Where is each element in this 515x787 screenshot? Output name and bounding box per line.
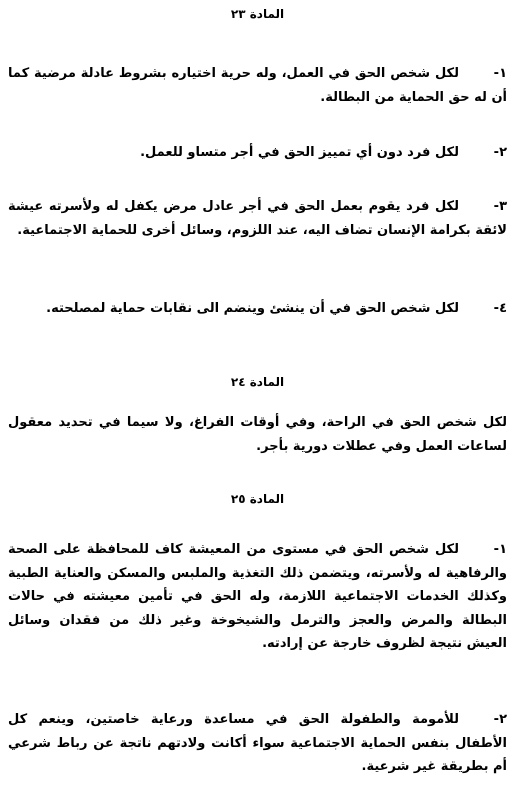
paragraph-number: ٣- (493, 199, 507, 214)
paragraph-text: لكل فرد دون أي تمييز الحق في أجر متساو للعمل. (140, 145, 459, 160)
article-23-paragraph-4 (8, 297, 507, 321)
article-25-paragraph-1 (8, 538, 507, 656)
paragraph-number: ٤- (493, 301, 507, 316)
paragraph-text: لكل شخص الحق في أن ينشئ وينضم الى نقابات حماية لمصلحته. (46, 301, 459, 316)
paragraph-text: لكل شخص الحق في العمل، وله حرية اختياره بشروط عادلة مرضية كما أن له حق الحماية من البطالة. (8, 66, 507, 105)
article-25-paragraph-2 (8, 708, 507, 779)
paragraph-text: لكل فرد يقوم بعمل الحق في أجر عادل مرض يكفل له ولأسرته عيشة لائقة بكرامة الإنسان تضاف اليه، عند اللزوم، وسائل أخرى للحماية الاجتماعية. (8, 199, 507, 238)
paragraph-text: لكل شخص الحق في مستوى من المعيشة كاف للمحافظة على الصحة والرفاهية له ولأسرته، ويتضمن ذلك التغذية والملبس والمسكن والعناية الطبية وكذلك الخدمات الاجتماعية اللازمة، وله الحق في تأمين معيشته في حالات البطالة والمرض والعجز والترمل والشيخوخة وغير ذلك من فقدان وسائل العيش نتيجة لظروف خارجة عن إرادته. (8, 542, 507, 651)
article-23-paragraph-1 (8, 62, 507, 109)
article-25-title: المادة ٢٥ (230, 492, 285, 506)
article-23-paragraph-3 (8, 195, 507, 242)
paragraph-number: ٢- (493, 712, 507, 727)
paragraph-number: ١- (493, 66, 507, 81)
article-23-paragraph-2 (8, 141, 507, 165)
paragraph-number: ٢- (493, 145, 507, 160)
article-24-paragraph (8, 411, 507, 458)
article-24-title: المادة ٢٤ (230, 375, 285, 389)
paragraph-text: لكل شخص الحق في الراحة، وفي أوقات الفراغ، ولا سيما في تحديد معقول لساعات العمل وفي عطلات دورية بأجر. (8, 415, 507, 454)
paragraph-text: للأمومة والطفولة الحق في مساعدة ورعاية خاصتين، وينعم كل الأطفال بنفس الحماية الاجتماعية سواء أكانت ولادتهم ناتجة عن رباط شرعي أم بطريقة غير شرعية. (8, 712, 507, 774)
article-23-title: المادة ٢٣ (230, 7, 285, 21)
paragraph-number: ١- (493, 542, 507, 557)
